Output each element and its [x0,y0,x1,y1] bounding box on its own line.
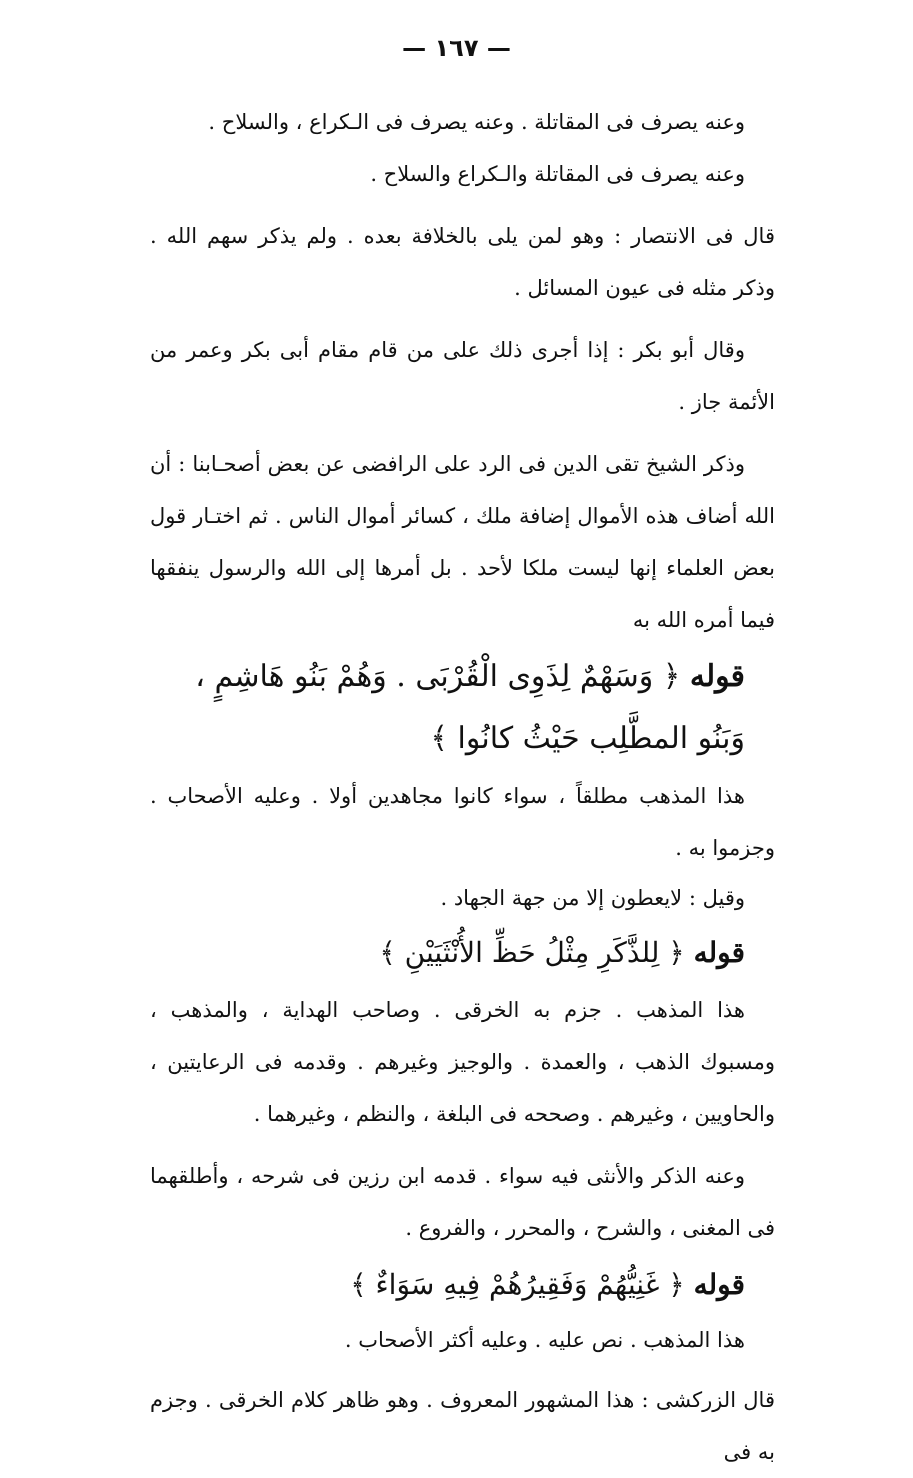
quoted-text: ﴿ غَنِيُّهُمْ وَفَقِيرُهُمْ فِيهِ سَوَاءٌ ﴾ [350,1268,694,1301]
paragraph: هذا المذهب مطلقاً ، سواء كانوا مجاهدين أولا . وعليه الأصحاب . وجزموا به . [150,784,775,860]
section-heading [150,646,775,770]
heading-keyword: قوله [689,659,745,694]
paragraph: هذا المذهب . جزم به الخرقى . وصاحب الهداية ، والمذهب ، ومسبوك الذهب ، والعمدة . والوجيز وغيرهم . وقدمه فى الرعايتين ، والحاويين ، وغيرهم . وصححه فى البلغة ، والنظم ، وغيرهما . [150,998,775,1126]
paragraph: وعنه يصرف فى المقاتلة والـكراع والسلاح . [370,162,745,186]
paragraph: وقيل : لايعطون إلا من جهة الجهاد . [440,886,745,910]
paragraph: وعنه الذكر والأنثى فيه سواء . قدمه ابن رزين فى شرحه ، وأطلقهما فى المغنى ، والشرح ، والمحرر ، والفروع . [150,1164,775,1240]
paragraph: قال فى الانتصار : وهو لمن يلى بالخلافة بعده . ولم يذكر سهم الله . وذكر مثله فى عيون المسائل . [150,224,775,300]
heading-keyword: قوله [693,1268,745,1301]
page-number: — ١٦٧ — [402,34,511,62]
section-heading [150,1254,775,1316]
paragraph: هذا المذهب . نص عليه . وعليه أكثر الأصحاب . [344,1328,745,1352]
paragraph: وذكر الشيخ تقى الدين فى الرد على الرافضى عن بعض أصحـابنا : أن الله أضاف هذه الأموال إضافة ملك ، كسائر أموال الناس . ثم اختـار قول بعض العلماء إنها ليست ملكا لأحد . بل أمرها إلى الله والرسول ينفقها فيما أمره الله به [150,452,775,632]
quoted-text: ﴿ لِلذَّكَرِ مِثْلُ حَظِّ الأُنْثَيَيْنِ ﴾ [379,936,694,969]
heading-keyword: قوله [693,936,745,969]
paragraph: وعنه يصرف فى المقاتلة . وعنه يصرف فى الـكراع ، والسلاح . [208,110,745,134]
section-heading [150,922,775,984]
paragraph: وقال أبو بكر : إذا أجرى ذلك على من قام مقام أبى بكر وعمر من الأئمة جاز . [150,338,775,414]
paragraph: قال الزركشى : هذا المشهور المعروف . وهو ظاهر كلام الخرقى . وجزم به فى [150,1388,775,1464]
page-body [150,96,775,1478]
quoted-text: ﴿ وَسَهْمٌ لِذَوِى الْقُرْبَى . وَهُمْ بَنُو هَاشِمٍ ، وَبَنُو المطَّلِب حَيْثُ كانُوا ﴾ [195,659,745,756]
